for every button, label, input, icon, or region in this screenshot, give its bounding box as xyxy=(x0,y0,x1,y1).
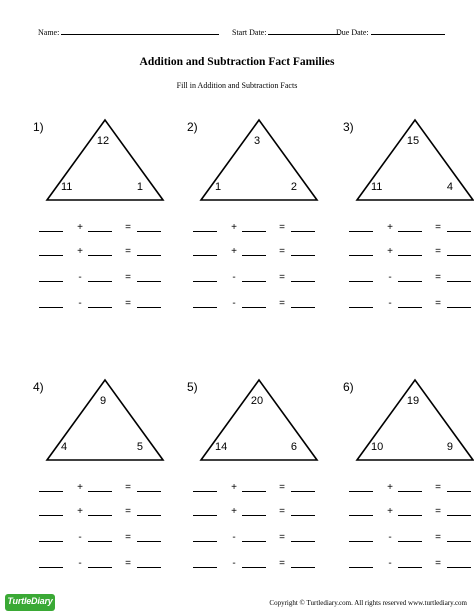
triangle-outline xyxy=(33,120,173,200)
equals-sign: = xyxy=(435,532,441,543)
answer-blank[interactable] xyxy=(349,567,373,568)
answer-blank[interactable] xyxy=(137,281,161,282)
equation-row xyxy=(343,504,473,516)
equals-sign: = xyxy=(435,298,441,309)
equals-sign: = xyxy=(435,246,441,257)
answer-blank[interactable] xyxy=(349,515,373,516)
answer-blank[interactable] xyxy=(88,281,112,282)
equals-sign: = xyxy=(279,482,285,493)
operator-sign: + xyxy=(77,222,83,233)
operator-sign: - xyxy=(232,558,236,569)
name-field[interactable] xyxy=(38,26,219,37)
operator-sign: + xyxy=(77,246,83,257)
equals-sign: = xyxy=(279,558,285,569)
triangle-left-number: 11 xyxy=(61,181,73,193)
equals-sign: = xyxy=(125,506,131,517)
answer-blank[interactable] xyxy=(349,231,373,232)
equation-row xyxy=(187,244,317,256)
answer-blank[interactable] xyxy=(242,541,266,542)
equation-row xyxy=(187,530,317,542)
equation-row xyxy=(187,556,317,568)
answer-blank[interactable] xyxy=(291,541,315,542)
page-subtitle: Fill in Addition and Subtraction Facts xyxy=(176,81,298,90)
answer-blank[interactable] xyxy=(137,567,161,568)
due-date-label: Due Date: xyxy=(336,28,369,37)
name-blank-line[interactable] xyxy=(61,26,219,35)
answer-blank[interactable] xyxy=(447,515,471,516)
equation-row xyxy=(187,480,317,492)
equals-sign: = xyxy=(435,506,441,517)
problem-number: 1) xyxy=(33,120,44,134)
equation-row xyxy=(187,504,317,516)
fact-family-problem xyxy=(187,380,327,580)
worksheet-header xyxy=(0,26,474,40)
answer-blank[interactable] xyxy=(39,281,63,282)
equation-row xyxy=(187,296,317,308)
triangle-top-number: 15 xyxy=(406,135,420,147)
answer-blank[interactable] xyxy=(349,255,373,256)
operator-sign: - xyxy=(78,558,82,569)
equals-sign: = xyxy=(279,298,285,309)
equation-row xyxy=(33,296,163,308)
answer-blank[interactable] xyxy=(242,307,266,308)
operator-sign: + xyxy=(387,246,393,257)
triangle-top-number: 9 xyxy=(99,395,107,407)
equation-row xyxy=(343,556,473,568)
equals-sign: = xyxy=(125,558,131,569)
answer-blank[interactable] xyxy=(398,255,422,256)
operator-sign: + xyxy=(387,506,393,517)
answer-blank[interactable] xyxy=(349,491,373,492)
page-title: Addition and Subtraction Fact Families xyxy=(139,56,335,68)
equals-sign: = xyxy=(435,482,441,493)
equation-row xyxy=(33,556,163,568)
triangle-right-number: 1 xyxy=(136,181,143,193)
equals-sign: = xyxy=(279,532,285,543)
operator-sign: - xyxy=(78,532,82,543)
page-footer xyxy=(0,594,474,613)
equals-sign: = xyxy=(125,482,131,493)
operator-sign: + xyxy=(387,482,393,493)
triangle-left-number: 4 xyxy=(61,441,68,453)
equals-sign: = xyxy=(279,246,285,257)
equals-sign: = xyxy=(435,222,441,233)
problem-number: 5) xyxy=(187,380,198,394)
name-label: Name: xyxy=(38,28,60,37)
fact-family-problem xyxy=(187,120,327,320)
triangle-left-number: 14 xyxy=(215,441,228,453)
problem-number: 2) xyxy=(187,120,198,134)
equation-row xyxy=(343,530,473,542)
operator-sign: + xyxy=(231,246,237,257)
start-date-field[interactable] xyxy=(232,26,340,37)
operator-sign: - xyxy=(388,272,392,283)
equals-sign: = xyxy=(279,506,285,517)
answer-blank[interactable] xyxy=(242,515,266,516)
answer-blank[interactable] xyxy=(137,255,161,256)
equation-row xyxy=(187,220,317,232)
answer-blank[interactable] xyxy=(39,231,63,232)
operator-sign: + xyxy=(231,482,237,493)
answer-blank[interactable] xyxy=(193,255,217,256)
due-date-blank-line[interactable] xyxy=(371,26,445,35)
answer-blank[interactable] xyxy=(193,541,217,542)
triangle-right-number: 9 xyxy=(446,441,453,453)
fact-family-problem xyxy=(343,380,474,580)
operator-sign: + xyxy=(231,506,237,517)
answer-blank[interactable] xyxy=(39,567,63,568)
operator-sign: + xyxy=(231,222,237,233)
answer-blank[interactable] xyxy=(137,515,161,516)
equals-sign: = xyxy=(125,246,131,257)
operator-sign: - xyxy=(388,558,392,569)
triangle-left-number: 10 xyxy=(371,441,384,453)
answer-blank[interactable] xyxy=(88,541,112,542)
answer-blank[interactable] xyxy=(447,281,471,282)
answer-blank[interactable] xyxy=(193,567,217,568)
equals-sign: = xyxy=(435,272,441,283)
operator-sign: + xyxy=(77,482,83,493)
answer-blank[interactable] xyxy=(88,567,112,568)
operator-sign: - xyxy=(232,298,236,309)
answer-blank[interactable] xyxy=(447,567,471,568)
equals-sign: = xyxy=(125,532,131,543)
equation-row xyxy=(343,296,473,308)
equation-row xyxy=(33,270,163,282)
triangle-right-number: 5 xyxy=(136,441,143,453)
problem-number: 6) xyxy=(343,380,354,394)
equation-row xyxy=(33,480,163,492)
fact-family-problem xyxy=(343,120,474,320)
triangle-right-number: 4 xyxy=(446,181,453,193)
answer-blank[interactable] xyxy=(88,515,112,516)
answer-blank[interactable] xyxy=(242,255,266,256)
fact-family-problem xyxy=(33,380,173,580)
equation-row xyxy=(343,244,473,256)
answer-blank[interactable] xyxy=(291,307,315,308)
triangle-left-number: 11 xyxy=(371,181,383,193)
start-date-label: Start Date: xyxy=(232,28,267,37)
equals-sign: = xyxy=(125,222,131,233)
answer-blank[interactable] xyxy=(398,541,422,542)
answer-blank[interactable] xyxy=(193,491,217,492)
answer-blank[interactable] xyxy=(349,281,373,282)
answer-blank[interactable] xyxy=(88,491,112,492)
operator-sign: - xyxy=(232,532,236,543)
answer-blank[interactable] xyxy=(398,515,422,516)
triangle-top-number: 12 xyxy=(96,135,110,147)
equation-row xyxy=(33,220,163,232)
triangle-outline xyxy=(343,380,474,460)
equation-row xyxy=(343,220,473,232)
triangle-top-number: 3 xyxy=(253,135,261,147)
answer-blank[interactable] xyxy=(398,567,422,568)
answer-blank[interactable] xyxy=(349,541,373,542)
start-date-blank-line[interactable] xyxy=(268,26,340,35)
equals-sign: = xyxy=(279,222,285,233)
equation-row xyxy=(343,270,473,282)
equation-row xyxy=(187,270,317,282)
answer-blank[interactable] xyxy=(398,307,422,308)
answer-blank[interactable] xyxy=(447,307,471,308)
answer-blank[interactable] xyxy=(291,255,315,256)
answer-blank[interactable] xyxy=(137,491,161,492)
triangle-left-number: 1 xyxy=(215,181,222,193)
answer-blank[interactable] xyxy=(193,281,217,282)
operator-sign: - xyxy=(78,298,82,309)
answer-blank[interactable] xyxy=(193,231,217,232)
answer-blank[interactable] xyxy=(39,307,63,308)
answer-blank[interactable] xyxy=(349,307,373,308)
answer-blank[interactable] xyxy=(137,231,161,232)
answer-blank[interactable] xyxy=(88,255,112,256)
answer-blank[interactable] xyxy=(447,255,471,256)
triangle-outline xyxy=(33,380,173,460)
answer-blank[interactable] xyxy=(137,541,161,542)
equals-sign: = xyxy=(435,558,441,569)
equals-sign: = xyxy=(279,272,285,283)
answer-blank[interactable] xyxy=(447,541,471,542)
triangle-right-number: 6 xyxy=(290,441,297,453)
triangle-outline xyxy=(187,380,327,460)
equation-row xyxy=(33,244,163,256)
answer-blank[interactable] xyxy=(39,255,63,256)
answer-blank[interactable] xyxy=(242,491,266,492)
operator-sign: - xyxy=(78,272,82,283)
logo-text: TurtleDiary xyxy=(7,596,53,606)
equals-sign: = xyxy=(125,298,131,309)
problem-number: 3) xyxy=(343,120,354,134)
answer-blank[interactable] xyxy=(193,307,217,308)
operator-sign: + xyxy=(387,222,393,233)
triangle-outline xyxy=(343,120,474,200)
answer-blank[interactable] xyxy=(398,231,422,232)
answer-blank[interactable] xyxy=(242,567,266,568)
answer-blank[interactable] xyxy=(39,541,63,542)
copyright-text: Copyright © Turtlediary.com. All rights reserved www.turtlediary.com xyxy=(269,599,467,607)
answer-blank[interactable] xyxy=(291,231,315,232)
operator-sign: - xyxy=(388,532,392,543)
answer-blank[interactable] xyxy=(88,307,112,308)
answer-blank[interactable] xyxy=(447,231,471,232)
answer-blank[interactable] xyxy=(242,231,266,232)
fact-family-problem xyxy=(33,120,173,320)
operator-sign: + xyxy=(77,506,83,517)
triangle-outline xyxy=(187,120,327,200)
answer-blank[interactable] xyxy=(398,491,422,492)
answer-blank[interactable] xyxy=(39,491,63,492)
operator-sign: - xyxy=(232,272,236,283)
equation-row xyxy=(33,504,163,516)
equation-row xyxy=(33,530,163,542)
answer-blank[interactable] xyxy=(193,515,217,516)
answer-blank[interactable] xyxy=(242,281,266,282)
answer-blank[interactable] xyxy=(291,515,315,516)
answer-blank[interactable] xyxy=(137,307,161,308)
equation-row xyxy=(343,480,473,492)
answer-blank[interactable] xyxy=(291,281,315,282)
triangle-right-number: 2 xyxy=(290,181,297,193)
problem-number: 4) xyxy=(33,380,44,394)
answer-blank[interactable] xyxy=(447,491,471,492)
due-date-field[interactable] xyxy=(336,26,445,37)
answer-blank[interactable] xyxy=(88,231,112,232)
triangle-top-number: 19 xyxy=(406,395,420,407)
equals-sign: = xyxy=(125,272,131,283)
answer-blank[interactable] xyxy=(398,281,422,282)
answer-blank[interactable] xyxy=(291,567,315,568)
answer-blank[interactable] xyxy=(39,515,63,516)
operator-sign: - xyxy=(388,298,392,309)
triangle-top-number: 20 xyxy=(250,395,264,407)
answer-blank[interactable] xyxy=(291,491,315,492)
